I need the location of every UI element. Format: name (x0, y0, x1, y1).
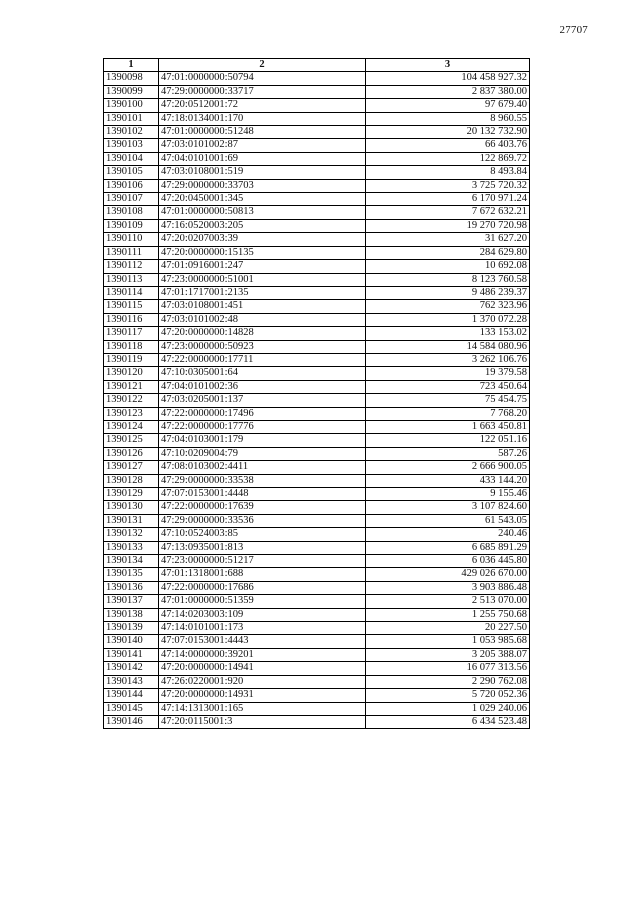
cadastral-value-cell: 133 153.02 (366, 327, 530, 340)
cadastral-value-cell: 20 132 732.90 (366, 126, 530, 139)
cadastral-number-cell: 47:22:0000000:17639 (159, 501, 366, 514)
cadastral-number-cell: 47:01:0000000:50794 (159, 72, 366, 85)
cadastral-number-cell: 47:03:0205001:137 (159, 394, 366, 407)
table-row (104, 112, 530, 125)
cadastral-number-cell: 47:01:0000000:51248 (159, 126, 366, 139)
cadastral-value-cell: 8 123 760.58 (366, 273, 530, 286)
table-row (104, 474, 530, 487)
table-row (104, 367, 530, 380)
cadastral-number-cell: 47:20:0207003:39 (159, 233, 366, 246)
table-row (104, 273, 530, 286)
row-number-cell: 1390101 (104, 112, 159, 125)
cadastral-value-cell: 429 026 670.00 (366, 568, 530, 581)
row-number-cell: 1390113 (104, 273, 159, 286)
table-row (104, 340, 530, 353)
cadastral-value-cell: 6 036 445.80 (366, 555, 530, 568)
cadastral-value-cell: 31 627.20 (366, 233, 530, 246)
cadastral-number-cell: 47:03:0101002:87 (159, 139, 366, 152)
row-number-cell: 1390143 (104, 675, 159, 688)
cadastral-number-cell: 47:01:0916001:247 (159, 260, 366, 273)
cadastral-number-cell: 47:01:0000000:50813 (159, 206, 366, 219)
row-number-cell: 1390103 (104, 139, 159, 152)
table-row (104, 246, 530, 259)
cadastral-number-cell: 47:29:0000000:33717 (159, 85, 366, 98)
row-number-cell: 1390118 (104, 340, 159, 353)
cadastral-value-cell: 2 513 070.00 (366, 595, 530, 608)
cadastral-number-cell: 47:01:1318001:688 (159, 568, 366, 581)
cadastral-number-cell: 47:13:0935001:813 (159, 541, 366, 554)
row-number-cell: 1390117 (104, 327, 159, 340)
cadastral-value-cell: 1 663 450.81 (366, 420, 530, 433)
cadastral-value-cell: 122 869.72 (366, 152, 530, 165)
cadastral-value-cell: 3 107 824.60 (366, 501, 530, 514)
row-number-cell: 1390134 (104, 555, 159, 568)
table-row (104, 501, 530, 514)
cadastral-number-cell: 47:03:0108001:519 (159, 166, 366, 179)
cadastral-value-cell: 8 493.84 (366, 166, 530, 179)
table-row (104, 260, 530, 273)
cadastral-number-cell: 47:07:0153001:4443 (159, 635, 366, 648)
table-row (104, 595, 530, 608)
table-row (104, 420, 530, 433)
table-row (104, 300, 530, 313)
column-header-3: 3 (366, 59, 530, 72)
cadastral-number-cell: 47:18:0134001:170 (159, 112, 366, 125)
table-row (104, 689, 530, 702)
cadastral-value-cell: 433 144.20 (366, 474, 530, 487)
row-number-cell: 1390128 (104, 474, 159, 487)
row-number-cell: 1390115 (104, 300, 159, 313)
cadastral-value-cell: 2 666 900.05 (366, 461, 530, 474)
column-header-1: 1 (104, 59, 159, 72)
row-number-cell: 1390099 (104, 85, 159, 98)
row-number-cell: 1390124 (104, 420, 159, 433)
table-row (104, 488, 530, 501)
cadastral-number-cell: 47:03:0108001:451 (159, 300, 366, 313)
table-row (104, 286, 530, 299)
cadastral-number-cell: 47:29:0000000:33703 (159, 179, 366, 192)
cadastral-value-cell: 8 960.55 (366, 112, 530, 125)
row-number-cell: 1390133 (104, 541, 159, 554)
row-number-cell: 1390123 (104, 407, 159, 420)
row-number-cell: 1390130 (104, 501, 159, 514)
table-row (104, 206, 530, 219)
cadastral-value-cell: 2 290 762.08 (366, 675, 530, 688)
table-row (104, 85, 530, 98)
cadastral-number-cell: 47:20:0000000:14931 (159, 689, 366, 702)
column-header-2: 2 (159, 59, 366, 72)
cadastral-value-cell: 122 051.16 (366, 434, 530, 447)
table-row (104, 608, 530, 621)
cadastral-value-cell: 6 685 891.29 (366, 541, 530, 554)
cadastral-value-cell: 19 379.58 (366, 367, 530, 380)
table-row (104, 126, 530, 139)
cadastral-value-cell: 97 679.40 (366, 99, 530, 112)
row-number-cell: 1390127 (104, 461, 159, 474)
table-row (104, 139, 530, 152)
row-number-cell: 1390136 (104, 581, 159, 594)
table-row (104, 662, 530, 675)
table-row (104, 702, 530, 715)
cadastral-value-cell: 14 584 080.96 (366, 340, 530, 353)
table-row (104, 555, 530, 568)
cadastral-value-cell: 75 454.75 (366, 394, 530, 407)
row-number-cell: 1390108 (104, 206, 159, 219)
cadastral-value-cell: 1 370 072.28 (366, 313, 530, 326)
table-row (104, 715, 530, 728)
cadastral-value-cell: 5 720 052.36 (366, 689, 530, 702)
cadastral-number-cell: 47:20:0000000:14828 (159, 327, 366, 340)
header-row (104, 59, 530, 72)
row-number-cell: 1390121 (104, 380, 159, 393)
cadastral-value-table (103, 58, 530, 729)
cadastral-value-cell: 1 029 240.06 (366, 702, 530, 715)
row-number-cell: 1390129 (104, 488, 159, 501)
cadastral-number-cell: 47:04:0101001:69 (159, 152, 366, 165)
cadastral-value-cell: 587.26 (366, 447, 530, 460)
table-row (104, 447, 530, 460)
row-number-cell: 1390122 (104, 394, 159, 407)
cadastral-number-cell: 47:22:0000000:17686 (159, 581, 366, 594)
cadastral-value-cell: 9 486 239.37 (366, 286, 530, 299)
cadastral-value-cell: 66 403.76 (366, 139, 530, 152)
row-number-cell: 1390109 (104, 219, 159, 232)
table-row (104, 233, 530, 246)
cadastral-number-cell: 47:08:0103002:4411 (159, 461, 366, 474)
row-number-cell: 1390114 (104, 286, 159, 299)
table-row (104, 72, 530, 85)
cadastral-number-cell: 47:23:0000000:50923 (159, 340, 366, 353)
cadastral-value-cell: 3 903 886.48 (366, 581, 530, 594)
cadastral-number-cell: 47:20:0000000:14941 (159, 662, 366, 675)
cadastral-number-cell: 47:14:0203003:109 (159, 608, 366, 621)
cadastral-value-cell: 2 837 380.00 (366, 85, 530, 98)
cadastral-value-cell: 723 450.64 (366, 380, 530, 393)
row-number-cell: 1390135 (104, 568, 159, 581)
table-row (104, 528, 530, 541)
table-row (104, 675, 530, 688)
cadastral-number-cell: 47:03:0101002:48 (159, 313, 366, 326)
cadastral-value-cell: 20 227.50 (366, 622, 530, 635)
table-row (104, 179, 530, 192)
table-body (104, 72, 530, 729)
cadastral-value-cell: 61 543.05 (366, 514, 530, 527)
row-number-cell: 1390138 (104, 608, 159, 621)
table-row (104, 219, 530, 232)
cadastral-number-cell: 47:14:0000000:39201 (159, 648, 366, 661)
cadastral-number-cell: 47:22:0000000:17711 (159, 353, 366, 366)
row-number-cell: 1390141 (104, 648, 159, 661)
table-row (104, 394, 530, 407)
table-row (104, 327, 530, 340)
table-row (104, 193, 530, 206)
table-row (104, 407, 530, 420)
cadastral-number-cell: 47:04:0103001:179 (159, 434, 366, 447)
table-row (104, 380, 530, 393)
cadastral-number-cell: 47:10:0209004:79 (159, 447, 366, 460)
row-number-cell: 1390116 (104, 313, 159, 326)
cadastral-number-cell: 47:23:0000000:51217 (159, 555, 366, 568)
row-number-cell: 1390132 (104, 528, 159, 541)
table-row (104, 434, 530, 447)
row-number-cell: 1390146 (104, 715, 159, 728)
cadastral-number-cell: 47:04:0101002:36 (159, 380, 366, 393)
cadastral-number-cell: 47:01:1717001:2135 (159, 286, 366, 299)
cadastral-number-cell: 47:01:0000000:51359 (159, 595, 366, 608)
row-number-cell: 1390102 (104, 126, 159, 139)
row-number-cell: 1390105 (104, 166, 159, 179)
cadastral-number-cell: 47:07:0153001:4448 (159, 488, 366, 501)
cadastral-number-cell: 47:14:0101001:173 (159, 622, 366, 635)
cadastral-value-cell: 1 053 985.68 (366, 635, 530, 648)
cadastral-value-cell: 3 262 106.76 (366, 353, 530, 366)
cadastral-value-cell: 6 170 971.24 (366, 193, 530, 206)
cadastral-value-cell: 284 629.80 (366, 246, 530, 259)
row-number-cell: 1390144 (104, 689, 159, 702)
table-row (104, 648, 530, 661)
row-number-cell: 1390139 (104, 622, 159, 635)
cadastral-number-cell: 47:20:0512001:72 (159, 99, 366, 112)
row-number-cell: 1390104 (104, 152, 159, 165)
table-row (104, 568, 530, 581)
cadastral-number-cell: 47:23:0000000:51001 (159, 273, 366, 286)
row-number-cell: 1390125 (104, 434, 159, 447)
row-number-cell: 1390140 (104, 635, 159, 648)
row-number-cell: 1390119 (104, 353, 159, 366)
cadastral-number-cell: 47:29:0000000:33536 (159, 514, 366, 527)
cadastral-number-cell: 47:22:0000000:17496 (159, 407, 366, 420)
table-row (104, 99, 530, 112)
cadastral-value-cell: 762 323.96 (366, 300, 530, 313)
cadastral-value-cell: 1 255 750.68 (366, 608, 530, 621)
table-row (104, 353, 530, 366)
cadastral-value-cell: 9 155.46 (366, 488, 530, 501)
row-number-cell: 1390120 (104, 367, 159, 380)
row-number-cell: 1390100 (104, 99, 159, 112)
row-number-cell: 1390142 (104, 662, 159, 675)
cadastral-number-cell: 47:20:0115001:3 (159, 715, 366, 728)
row-number-cell: 1390110 (104, 233, 159, 246)
cadastral-value-cell: 104 458 927.32 (366, 72, 530, 85)
table-row (104, 622, 530, 635)
cadastral-value-cell: 7 672 632.21 (366, 206, 530, 219)
table-row (104, 514, 530, 527)
cadastral-value-cell: 3 725 720.32 (366, 179, 530, 192)
cadastral-value-cell: 10 692.08 (366, 260, 530, 273)
cadastral-number-cell: 47:22:0000000:17776 (159, 420, 366, 433)
cadastral-number-cell: 47:10:0305001:64 (159, 367, 366, 380)
table-header (104, 59, 530, 72)
row-number-cell: 1390107 (104, 193, 159, 206)
cadastral-number-cell: 47:20:0450001:345 (159, 193, 366, 206)
row-number-cell: 1390126 (104, 447, 159, 460)
table-row (104, 461, 530, 474)
row-number-cell: 1390145 (104, 702, 159, 715)
table-row (104, 152, 530, 165)
row-number-cell: 1390112 (104, 260, 159, 273)
table-row (104, 541, 530, 554)
cadastral-number-cell: 47:29:0000000:33538 (159, 474, 366, 487)
cadastral-number-cell: 47:26:0220001:920 (159, 675, 366, 688)
table-row (104, 313, 530, 326)
row-number-cell: 1390106 (104, 179, 159, 192)
cadastral-number-cell: 47:16:0520003:205 (159, 219, 366, 232)
cadastral-value-cell: 240.46 (366, 528, 530, 541)
cadastral-number-cell: 47:14:1313001:165 (159, 702, 366, 715)
cadastral-value-cell: 6 434 523.48 (366, 715, 530, 728)
cadastral-value-cell: 7 768.20 (366, 407, 530, 420)
cadastral-value-cell: 19 270 720.98 (366, 219, 530, 232)
row-number-cell: 1390137 (104, 595, 159, 608)
cadastral-value-cell: 3 205 388.07 (366, 648, 530, 661)
row-number-cell: 1390098 (104, 72, 159, 85)
row-number-cell: 1390111 (104, 246, 159, 259)
page-number: 27707 (559, 24, 588, 36)
cadastral-number-cell: 47:10:0524003:85 (159, 528, 366, 541)
cadastral-number-cell: 47:20:0000000:15135 (159, 246, 366, 259)
table-row (104, 635, 530, 648)
cadastral-value-cell: 16 077 313.56 (366, 662, 530, 675)
table-row (104, 166, 530, 179)
row-number-cell: 1390131 (104, 514, 159, 527)
table-row (104, 581, 530, 594)
